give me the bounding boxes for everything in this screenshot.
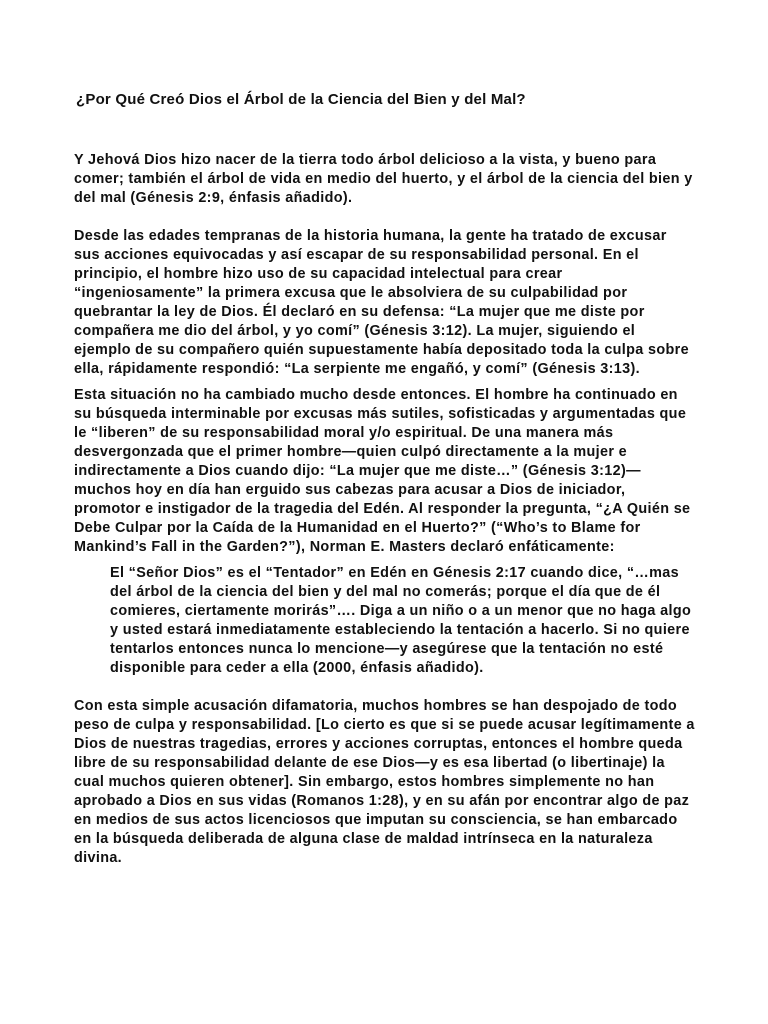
document-body xyxy=(74,151,696,887)
body-paragraph: Desde las edades tempranas de la historia humana, la gente ha tratado de excusar sus acciones equivocadas y así escapar de su responsabilidad personal. En el principio, el hombre hizo uso de su capacidad intelectual para crear “ingeniosamente” la primera excusa que le absolviera de su culpabilidad por quebrantar la ley de Dios. Él declaró en su defensa: “La mujer que me diste por compañera me dio del árbol, y yo comí” (Génesis 3:12). La mujer, siguiendo el ejemplo de su compañero quién supuestamente había depositado toda la culpa sobre ella, rápidamente respondió: “La serpiente me engañó, y comí” (Génesis 3:13). xyxy=(74,228,689,377)
document-title: ¿Por Qué Creó Dios el Árbol de la Ciencia del Bien y del Mal? xyxy=(76,91,526,108)
scripture-paragraph: Y Jehová Dios hizo nacer de la tierra todo árbol delicioso a la vista, y bueno para comer; también el árbol de vida en medio del huerto, y el árbol de la ciencia del bien y del mal (Génesis 2:9, énfasis añadido). xyxy=(74,152,693,206)
closing-paragraph: Con esta simple acusación difamatoria, muchos hombres se han despojado de todo peso de culpa y responsabilidad. [Lo cierto es que si se puede acusar legítimamente a Dios de nuestras tragedias, errores y acciones corruptas, entonces el hombre queda libre de su responsabilidad delante de ese Dios—y es esa libertad (o libertinaje) la cual muchos quieren obtener]. Sin embargo, estos hombres simplemente no han aprobado a Dios en sus vidas (Romanos 1:28), y en su afán por encontrar algo de paz en medios de sus actos licenciosos que imputan su consciencia, se han embarcado en la búsqueda deliberada de alguna clase de maldad intrínseca en la naturaleza divina. xyxy=(74,698,695,866)
block-quote: El “Señor Dios” es el “Tentador” en Edén en Génesis 2:17 cuando dice, “…mas del árbol de la ciencia del bien y del mal no comerás; porque el día que de él comieres, ciertamente morirás”…. Diga a un niño o a un menor que no haga algo y usted estará inmediatamente estableciendo la tentación a hacerlo. Si no quiere tentarlos entonces nunca lo mencione—y asegúrese que la tentación no esté disponible para ceder a ella (2000, énfasis añadido). xyxy=(110,565,692,676)
body-paragraph: Esta situación no ha cambiado mucho desde entonces. El hombre ha continuado en su búsqueda interminable por excusas más sutiles, sofisticadas y argumentadas que le “liberen” de su responsabilidad moral y/o espiritual. De una manera más desvergonzada que el primer hombre—quien culpó directamente a la mujer e indirectamente a Dios cuando dijo: “La mujer que me diste…” (Génesis 3:12)—muchos hoy en día han erguido sus cabezas para acusar a Dios de iniciador, promotor e instigador de la tragedia del Edén. Al responder la pregunta, “¿A Quién se Debe Culpar por la Caída de la Humanidad en el Huerto?” (“Who’s to Blame for Mankind’s Fall in the Garden?”), Norman E. Masters declaró enfáticamente: xyxy=(74,387,691,555)
